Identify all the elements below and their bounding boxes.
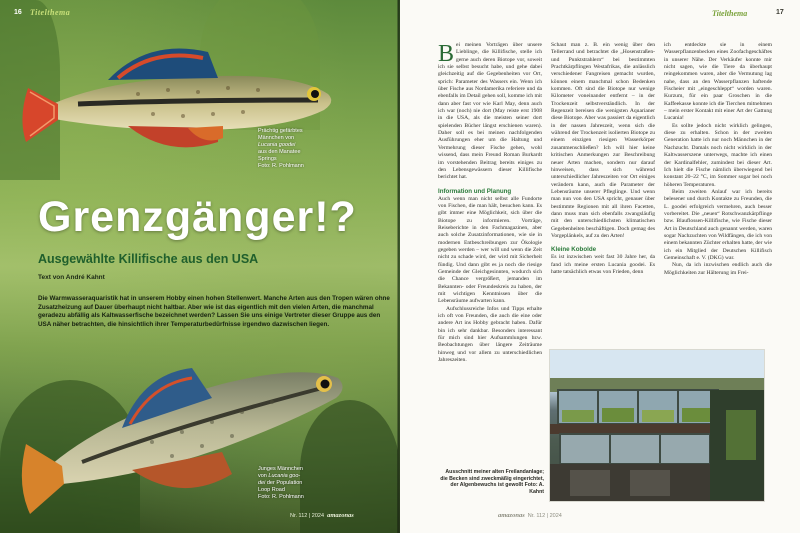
page-number-right: 17 [776,9,784,16]
photo-caption-top [258,128,304,170]
caption-species: Lucania goo- [268,473,301,479]
caption-line: Junges Männchen [258,466,303,472]
article-intro: Die Warmwasseraquaristik hat in unserem Hobby einen hohen Stellenwert. Manche Arten aus den Tropen wären ohne Zusatzheizung auf Dauer überhaupt nicht haltbar. Aber wie ist das eigentlich mit den vielen Arten, die manchmal geradezu abfällig als Kaltwasserfische bezeichnet werden? Lassen Sie uns einige Vertreter dieser Gruppe aus den USA näher betrachten, die hinsichtlich ihrer Temperaturbedürfnisse irgendwo dazwischen liegen. [38,295,390,328]
magazine-brand: amazonas [327,512,354,519]
subheading-information: Information und Planung [438,187,512,195]
paragraph: Auch wenn man nicht selbst alle Fundorte von Fischen, die man hält, besuchen kann. Es gibt immer eine Möglichkeit, sich über die Biotope zu informieren. Vorträge, Reiseberichte in den Fachmagazinen, aber auch solche Zusatzinformationen, wie sie in modernen Entbeschreibungen zur Ökologie gegeben werden – wer will und wenn die Zeit nicht zu schade wird, der wird mit Sicherheit fündig. Und dann gibt es ja noch die riesige Gemeinde der Gleichgesinnten, wodurch sich die Chance vergrößert, jemanden im Bekannten- oder Freundeskreis zu haben, der mit wichtigen Kenntnissen über die Lebensräume aufwarten kann. [438,195,542,305]
section-label-right: Titelthema [712,9,748,18]
caption-line: von [258,473,267,479]
caption-line: aus den Manatee [258,149,301,155]
caption-line: Springs [258,156,277,162]
paragraph: Aufschlussreiche Infos und Tipps erhalte ich oft von Freunden, die auch die eine oder andere Art ins Hobby gebracht haben. Dafür bin ich sehr dankbar. Besonders interessant für mich sind hier Aufsammlungen bzw. Beobachtungen über längere Zeiträume hinweg und vor allem zu unterschiedlichen Jahreszeiten. [438,305,542,364]
text-column-3 [664,42,772,277]
paragraph: Es sollte jedoch nicht wirklich gelingen, diese zu erhalten. Schon in der zweiten Generation hatte ich nur noch Männchen in der Nachzucht. Damals noch nicht wirklich in der Kaltwasserszene unterwegs, machte ich einen der Kardinalfehler, zumindest bei dieser Art. Ich hielt die Fische nämlich überwiegend bei konstant 20–22 °C, im Sommer sogar bei noch höheren Temperaturen. [664,122,772,188]
caption-line: der Population [266,480,303,486]
page-footer-right [498,512,562,519]
drop-cap: B [438,41,455,67]
paragraph: ei meinen Vorträgen über unsere Lieblinge, die Killifische, stelle ich gerne auch deren Biotope vor, soweit ich sie selbst besucht habe, und gehe dabei gleichzeitig auf die Gegebenheiten vor Ort, sprich: Parameter des Wassers ein. Wenn ich über Fische aus Nordamerika referiere und da ebenfalls im Detail gehen soll, komme ich mit dann aber fast vor wie Karl May, denn auch ich war (noch) nie dort (May reiste erst 1908 in die USA, als die meisten seiner dort spielenden Bücher längst erschienen waren). Daher soll es bei meinen nachfolgenden Ausführungen eher um die Haltung und Vermehrung dieser Fische gehen, wohl wissend, dass mein Freund Roman Burkardt im vorstehenden Beitrag bereits einiges zu den Lebensgewässern dieser Killifische berichtet hat. [438,42,542,181]
outdoor-tank-photo [549,349,765,502]
issue-number: Nr. 112 | 2024 [290,513,325,519]
caption-species: Lucania goodei [258,142,296,148]
text-column-1 [438,42,542,364]
section-label: Titelthema [30,8,71,17]
paragraph: Nun, da ich inzwischen endlich auch die Möglichkeiten zur Hälterung im Frei- [664,262,772,276]
text-column-2 [551,42,655,276]
page-number: 16 [14,9,22,16]
left-page [0,0,398,533]
article-headline: Grenzgänger!? [38,193,357,241]
article-byline: Text von André Kahnt [38,274,105,281]
outdoor-photo-caption: Ausschnitt meiner alten Freilandanlage; die Becken sind zweckmäßig eingerichtet, der Algenbewuchs ist gewollt Foto: A. Kahnt [440,469,544,495]
paragraph: Es ist inzwischen weit fast 30 Jahre her, da fand ich meine ersten Lucania goodei. Es hatte tatsächlich etwas von Frieden, denn [551,254,655,275]
issue-number: Nr. 112 | 2024 [527,513,562,519]
paragraph: Schaut man z. B. ein wenig über den Tellerrand und betrachtet die „Hosenstraßen- und Punktstrahlern“ bei bestimmten Prachtkärpflingen Westafrikas, die anlässlich verschiedener Fangreisen gemacht wurden, können einem manchmal schon Bedenken kommen. Oft sind die Biotope nur wenige Kilometer voneinander entfernt – in der Trockenzeit selbstverständlich. In der Regenzeit bereisen die wenigsten Aquarianer diese Biotope. Aber was passiert da eigentlich in der nassen Jahreszeit, wenn sich die während der Trockenzeit isolierten Biotope zu einem einzigen riesigen Wasserkörper zusammenschließen? Ich will hier keine kritischen Anmerkungen zur Beschreibung neuer Arten machen, sondern nur darauf hinweisen, dass sich während unterschiedlicher Jahreszeiten vor Ort einiges verändern kann, auch die Parameter der Lebensräume unserer Pfleglinge. Und wenn man nun von den USA spricht, genauer über bestimmte Regionen mit all ihren Facetten, dann muss man sich ebenfalls zwangsläufig mit den unterschiedlichsten klimatischen Gegebenheiten beschäftigen. Doch gemag des Vorgeplänkels, auf zu den Arten! [551,42,655,239]
paragraph: ich entdeckte sie in einem Wasserpflanzenbecken eines Zoofachgeschäftes in unserer Nähe. Der Verkäufer konnte mir nicht sagen, wie die Tiere da überhaupt reingekommen waren, aber die Vermutung lag nahe, dass an den Wasserpflanzen haftende Fischeier mit „eingeschleppt“ worden waren. Kurzum, für ein paar Groschen in die Kaffeekasse konnte ich die Tierchen mitnehmen – mein erster Kontakt mit einer Art der Gattung Lucania! [664,42,772,122]
caption-credit: Foto: R. Pohlmann [258,163,304,169]
page-footer-left [290,512,354,519]
subheading-kobolde: Kleine Kobolde [551,246,597,254]
paragraph: Beim zweiten Anlauf war ich bereits belesener und durch Kontakte zu Freunden, die L. goodei erfolgreich vermehren, auch besser vorbereitet. Die „neuen“ Rotschwanzkärpflinge bzw. Blauflossen-Killifische, wie Fische dieser Art in Deutschland auch genannt werden, waren sogar Nachzuchten von Wildfängen, die ich von einem bekannten Züchter erhalten hatte, der wie ich ein Mitglied der Deutschen Killifisch Gemeinschaft e. V. (DKG) war. [664,188,772,261]
caption-species: dei [258,480,266,486]
caption-line: Loop Road [258,487,285,493]
caption-line: Männchen von [258,135,295,141]
article-subtitle: Ausgewählte Killifische aus den USA [38,252,259,266]
caption-credit: Foto: R. Pohlmann [258,494,304,500]
caption-line: Prächtig gefärbtes [258,128,303,134]
magazine-brand: amazonas [498,512,525,519]
outdoor-tank-illustration [550,350,764,501]
photo-caption-bottom [258,466,304,501]
